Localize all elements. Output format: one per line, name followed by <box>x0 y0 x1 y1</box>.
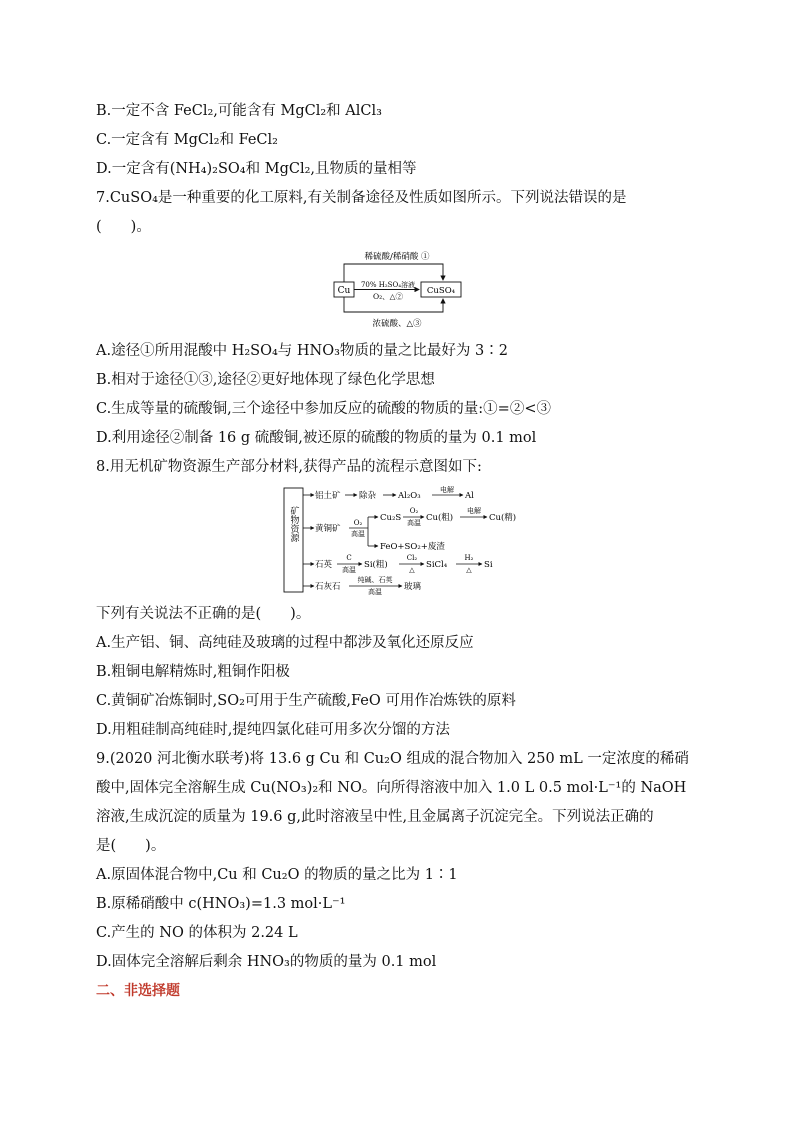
q9-option-d: D.固体完全溶解后剩余 HNO₃的物质的量为 0.1 mol <box>96 954 437 970</box>
q8-r1-step: 除杂 <box>359 491 377 501</box>
q9-option-a: A.原固体混合物中,Cu 和 Cu₂O 的物质的量之比为 1∶1 <box>96 867 458 883</box>
q8-r3-cond1-top: C <box>346 554 352 562</box>
q9-option-b: B.原稀硝酸中 c(HNO₃)=1.3 mol·L⁻¹ <box>96 896 346 912</box>
q8-r1-mid: Al₂O₃ <box>398 491 421 501</box>
q8-r3-cond3-bottom: △ <box>466 566 472 574</box>
q8-source-label: 矿物资源 <box>288 506 299 542</box>
q8-option-a: A.生产铝、铜、高纯硅及玻璃的过程中都涉及氧化还原反应 <box>96 635 474 651</box>
q9-line-2: 酸中,固体完全溶解生成 Cu(NO₃)₂和 NO。向所得溶液中加入 1.0 L 0.5 mol·L⁻¹的 NaOH <box>96 780 687 796</box>
q8-r2-cond1-bottom: 高温 <box>351 530 365 538</box>
q8-r4-prod: 玻璃 <box>404 582 422 592</box>
q8-r4-ore: 石灰石 <box>315 582 341 592</box>
q8-r2-cond1-top: O₂ <box>353 519 363 527</box>
q8-r1-cond: 电解 <box>440 486 454 494</box>
q8-r3-mid: SiCl₄ <box>426 560 448 570</box>
q7-option-c: C.生成等量的硫酸铜,三个途径中参加反应的硫酸的物质的量:①=②<③ <box>96 401 551 417</box>
q8-r1-ore: 铝土矿 <box>315 491 341 501</box>
q8-r4-cond-top: 纯碱、石英 <box>357 576 393 584</box>
q9-line-1: 9.(2020 河北衡水联考)将 13.6 g Cu 和 Cu₂O 组成的混合物加入 250 mL 一定浓度的稀硝 <box>96 751 689 767</box>
q8-r2-cond3: 电解 <box>467 507 481 515</box>
q7-route3-label: 浓硫酸、△③ <box>372 319 422 329</box>
q8-r3-cond2-bottom: △ <box>409 566 415 574</box>
q8-r2-fine: Cu(精) <box>489 513 517 523</box>
q8-r2-crude: Cu(粗) <box>426 513 454 523</box>
q9-line-3: 溶液,生成沉淀的质量为 19.6 g,此时溶液呈中性,且金属离子沉淀完全。下列说法正确的 <box>96 809 654 825</box>
q7-route2-bottom: O₂、△② <box>373 292 403 301</box>
q9-line-4: 是( )。 <box>96 838 166 854</box>
q7-option-b: B.相对于途径①③,途径②更好地体现了绿色化学思想 <box>96 372 435 388</box>
q7-route2-top: 70% H₂SO₄溶液 <box>360 281 416 289</box>
q8-flow-diagram <box>282 484 527 596</box>
q8-r3-prod: Si <box>484 560 493 570</box>
q7-diagram <box>330 246 465 332</box>
q7-stem: 7.CuSO₄是一种重要的化工原料,有关制备途径及性质如图所示。下列说法错误的是 <box>96 190 627 206</box>
q8-r3-crude: Si(粗) <box>364 560 388 570</box>
q7-route1-label: 稀硫酸/稀硝酸 ① <box>364 252 430 262</box>
q8-r2-ore: 黄铜矿 <box>315 524 341 534</box>
q7-cu-label: Cu <box>337 286 351 296</box>
q8-prompt: 下列有关说法不正确的是( )。 <box>96 606 311 622</box>
q8-r3-cond3-top: H₂ <box>464 554 474 562</box>
q7-option-d: D.利用途径②制备 16 g 硫酸铜,被还原的硫酸的物质的量为 0.1 mol <box>96 430 537 446</box>
q7-cuso4-label: CuSO₄ <box>426 286 456 296</box>
q8-r4-cond-bottom: 高温 <box>368 588 382 596</box>
q6-option-c: C.一定含有 MgCl₂和 FeCl₂ <box>96 132 278 148</box>
q7-route1-arrow <box>344 264 443 282</box>
q9-option-c: C.产生的 NO 的体积为 2.24 L <box>96 925 298 941</box>
q6-option-b: B.一定不含 FeCl₂,可能含有 MgCl₂和 AlCl₃ <box>96 103 382 119</box>
q8-option-b: B.粗铜电解精炼时,粗铜作阳极 <box>96 664 290 680</box>
q8-r3-cond2-top: Cl₂ <box>406 554 418 562</box>
q8-option-d: D.用粗硅制高纯硅时,提纯四氯化硅可用多次分馏的方法 <box>96 722 450 738</box>
q7-option-a: A.途径①所用混酸中 H₂SO₄与 HNO₃物质的量之比最好为 3∶2 <box>96 343 508 359</box>
section-heading: 二、非选择题 <box>96 983 180 999</box>
q8-stem: 8.用无机矿物资源生产部分材料,获得产品的流程示意图如下: <box>96 459 482 475</box>
q8-r2-cond2-bottom: 高温 <box>407 519 421 527</box>
q8-r2-cond2-top: O₂ <box>409 507 419 515</box>
q8-r3-cond1-bottom: 高温 <box>342 566 356 574</box>
q7-answer-paren: ( )。 <box>96 219 151 235</box>
q8-option-c: C.黄铜矿冶炼铜时,SO₂可用于生产硫酸,FeO 可用作冶炼铁的原料 <box>96 693 516 709</box>
q6-option-d: D.一定含有(NH₄)₂SO₄和 MgCl₂,且物质的量相等 <box>96 161 417 177</box>
q8-r1-prod: Al <box>465 491 474 501</box>
q8-r2-mid: Cu₂S <box>380 513 402 523</box>
q8-r3-ore: 石英 <box>315 560 333 570</box>
q8-r2-byprod: FeO+SO₂+废渣 <box>380 542 445 552</box>
